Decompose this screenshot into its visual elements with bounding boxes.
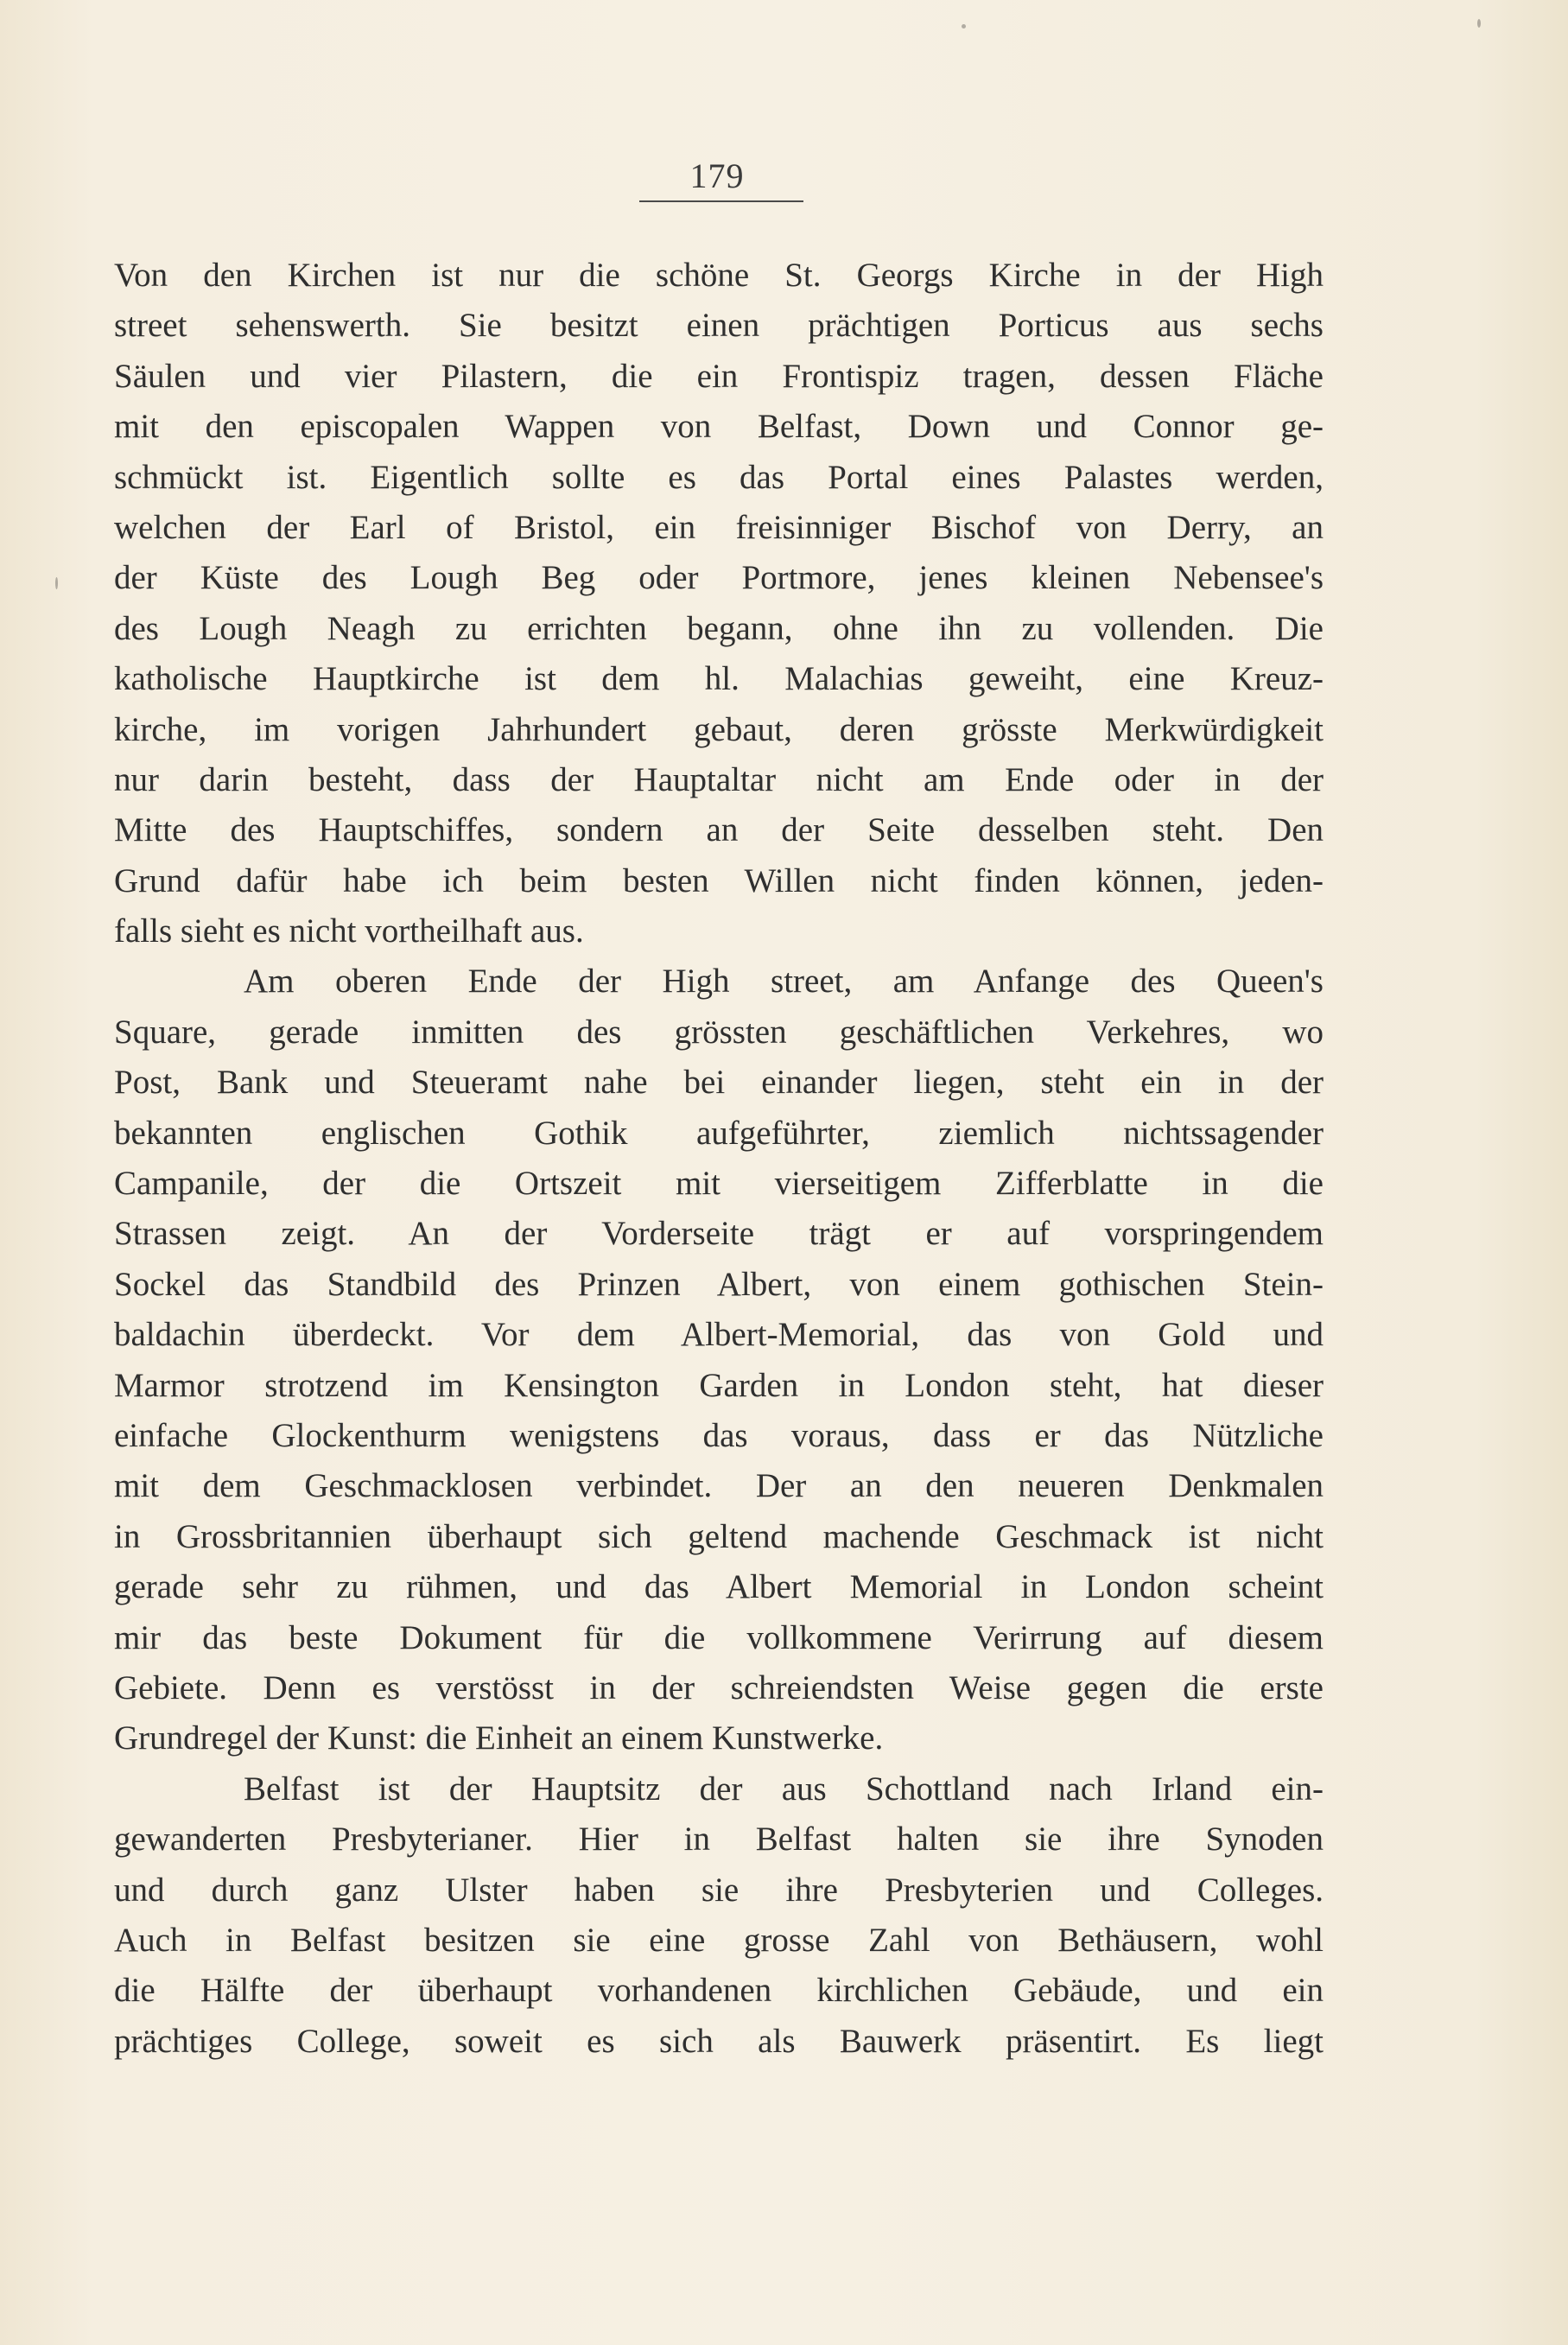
text-line: mit den episcopalen Wappen von Belfast, Down und Connor ge-	[114, 408, 1324, 446]
text-line: die Hälfte der überhaupt vorhandenen kirchlichen Gebäude, und ein	[114, 1972, 1324, 2010]
paper-speck	[55, 577, 58, 589]
text-line: baldachin überdeckt. Vor dem Albert-Memorial, das von Gold und	[114, 1316, 1324, 1354]
text-line: einfache Glockenthurm wenigstens das voraus, dass er das Nützliche	[114, 1416, 1324, 1454]
text-line: Campanile, der die Ortszeit mit vierseitigem Zifferblatte in die	[114, 1165, 1324, 1203]
text-line: gewanderten Presbyterianer. Hier in Belfast halten sie ihre Synoden	[114, 1821, 1324, 1859]
text-line: Belfast ist der Hauptsitz der aus Schottland nach Irland ein-	[244, 1770, 1324, 1808]
text-line: prächtiges College, soweit es sich als Bauwerk präsentirt. Es liegt	[114, 2022, 1324, 2060]
body-text	[114, 251, 1324, 2067]
text-line: mir das beste Dokument für die vollkommene Verirrung auf diesem	[114, 1618, 1324, 1656]
page-number: 179	[689, 156, 745, 195]
text-line: Auch in Belfast besitzen sie eine grosse Zahl von Bethäusern, wohl	[114, 1921, 1324, 1959]
text-line: Strassen zeigt. An der Vorderseite trägt er auf vorspringendem	[114, 1215, 1324, 1253]
text-line: falls sieht es nicht vortheilhaft aus.	[114, 912, 584, 950]
text-line: nur darin besteht, dass der Hauptaltar nicht am Ende oder in der	[114, 760, 1324, 798]
text-line: gerade sehr zu rühmen, und das Albert Memorial in London scheint	[114, 1568, 1324, 1606]
text-line: street sehenswerth. Sie besitzt einen prächtigen Porticus aus sechs	[114, 307, 1324, 345]
text-line: Gebiete. Denn es verstösst in der schreiendsten Weise gegen die erste	[114, 1668, 1324, 1706]
text-line: und durch ganz Ulster haben sie ihre Presbyterien und Colleges.	[114, 1871, 1324, 1909]
text-line: Post, Bank und Steueramt nahe bei einander liegen, steht ein in der	[114, 1064, 1324, 1102]
text-line: des Lough Neagh zu errichten begann, ohne ihn zu vollenden. Die	[114, 609, 1324, 647]
text-line: kirche, im vorigen Jahrhundert gebaut, deren grösste Merkwürdigkeit	[114, 710, 1324, 748]
text-line: mit dem Geschmacklosen verbindet. Der an den neueren Denkmalen	[114, 1467, 1324, 1505]
text-line: welchen der Earl of Bristol, ein freisinniger Bischof von Derry, an	[114, 508, 1324, 546]
text-line: schmückt ist. Eigentlich sollte es das Portal eines Palastes werden,	[114, 458, 1324, 496]
text-line: Square, gerade inmitten des grössten geschäftlichen Verkehres, wo	[114, 1013, 1324, 1051]
text-line: Säulen und vier Pilastern, die ein Frontispiz tragen, dessen Fläche	[114, 357, 1324, 395]
text-line: Am oberen Ende der High street, am Anfange des Queen's	[244, 963, 1324, 1001]
text-line: Sockel das Standbild des Prinzen Albert, von einem gothischen Stein-	[114, 1265, 1324, 1303]
text-line: Mitte des Hauptschiffes, sondern an der Seite desselben steht. Den	[114, 811, 1324, 849]
paper-speck	[962, 24, 966, 29]
paper-speck	[1477, 19, 1481, 28]
text-line: Marmor strotzend im Kensington Garden in London steht, hat dieser	[114, 1366, 1324, 1404]
text-line: Von den Kirchen ist nur die schöne St. Georgs Kirche in der High	[114, 257, 1324, 294]
text-line: Grund dafür habe ich beim besten Willen nicht finden können, jeden-	[114, 861, 1324, 899]
header-rule	[639, 200, 803, 202]
text-line: in Grossbritannien überhaupt sich geltend machende Geschmack ist nicht	[114, 1517, 1324, 1555]
text-line: Grundregel der Kunst: die Einheit an einem Kunstwerke.	[114, 1719, 884, 1757]
text-line: der Küste des Lough Beg oder Portmore, jenes kleinen Nebensee's	[114, 559, 1324, 597]
text-line: bekannten englischen Gothik aufgeführter, ziemlich nichtssagender	[114, 1114, 1324, 1152]
text-line: katholische Hauptkirche ist dem hl. Malachias geweiht, eine Kreuz-	[114, 660, 1324, 698]
